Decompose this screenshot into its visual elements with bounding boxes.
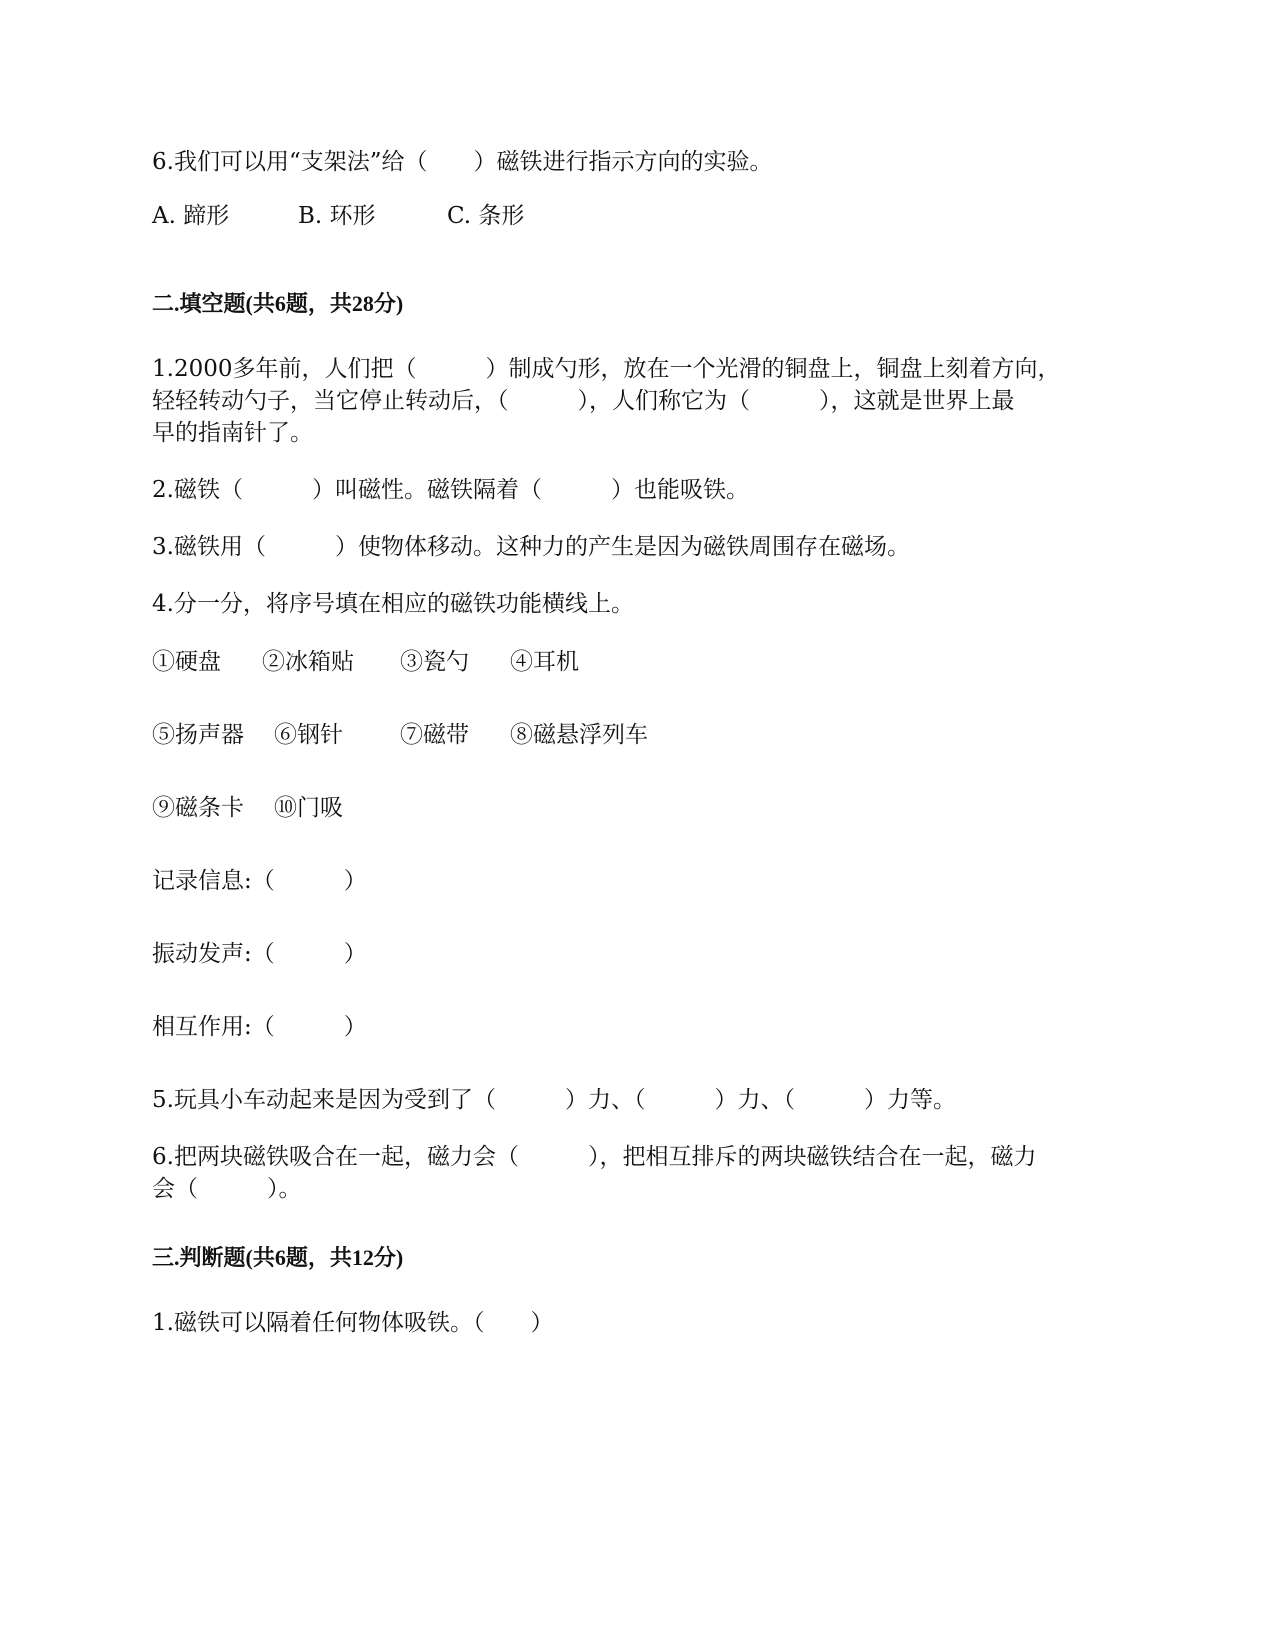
item-9: ⑨磁条卡 — [152, 795, 244, 821]
fill-q1-line1: 1.2000多年前，人们把（ ）制成勺形，放在一个光滑的铜盘上，铜盘上刻着方向， — [152, 356, 1061, 382]
blank-vibration-sound: 振动发声:（ ） — [152, 941, 367, 967]
fill-q4-stem: 4.分一分，将序号填在相应的磁铁功能横线上。 — [152, 591, 634, 617]
section-three-heading: 三.判断题(共6题，共12分) — [152, 1245, 404, 1270]
item-8: ⑧磁悬浮列车 — [510, 722, 648, 748]
fill-q3: 3.磁铁用（ ）使物体移动。这种力的产生是因为磁铁周围存在磁场。 — [152, 534, 910, 560]
item-5: ⑤扬声器 — [152, 722, 244, 748]
option-c: C. 条形 — [447, 203, 525, 229]
fill-q6-line2: 会（ ）。 — [152, 1176, 302, 1202]
fill-q2: 2.磁铁（ ）叫磁性。磁铁隔着（ ）也能吸铁。 — [152, 477, 749, 503]
fill-q1-line2: 轻轻转动勺子，当它停止转动后，（ ），人们称它为（ ），这就是世界上最 — [152, 388, 1015, 414]
blank-interaction: 相互作用:（ ） — [152, 1014, 367, 1040]
blank-record-info: 记录信息:（ ） — [152, 868, 367, 894]
item-1: ①硬盘 — [152, 649, 221, 675]
item-2: ②冰箱贴 — [262, 649, 354, 675]
option-a: A. 蹄形 — [152, 203, 230, 229]
item-6: ⑥钢针 — [274, 722, 343, 748]
fill-q1-line3: 早的指南针了。 — [152, 420, 313, 446]
judge-q1: 1.磁铁可以隔着任何物体吸铁。（ ） — [152, 1310, 554, 1336]
item-7: ⑦磁带 — [400, 722, 469, 748]
item-3: ③瓷勺 — [400, 649, 469, 675]
section-two-heading: 二.填空题(共6题，共28分) — [152, 291, 404, 316]
question-6-stem: 6.我们可以用“支架法”给（ ）磁铁进行指示方向的实验。 — [152, 149, 773, 175]
option-b: B. 环形 — [298, 203, 376, 229]
fill-q6-line1: 6.把两块磁铁吸合在一起，磁力会（ ），把相互排斥的两块磁铁结合在一起，磁力 — [152, 1144, 1037, 1170]
fill-q5: 5.玩具小车动起来是因为受到了（ ）力、（ ）力、（ ）力等。 — [152, 1087, 956, 1113]
item-4: ④耳机 — [510, 649, 579, 675]
item-10: ⑩门吸 — [274, 795, 343, 821]
